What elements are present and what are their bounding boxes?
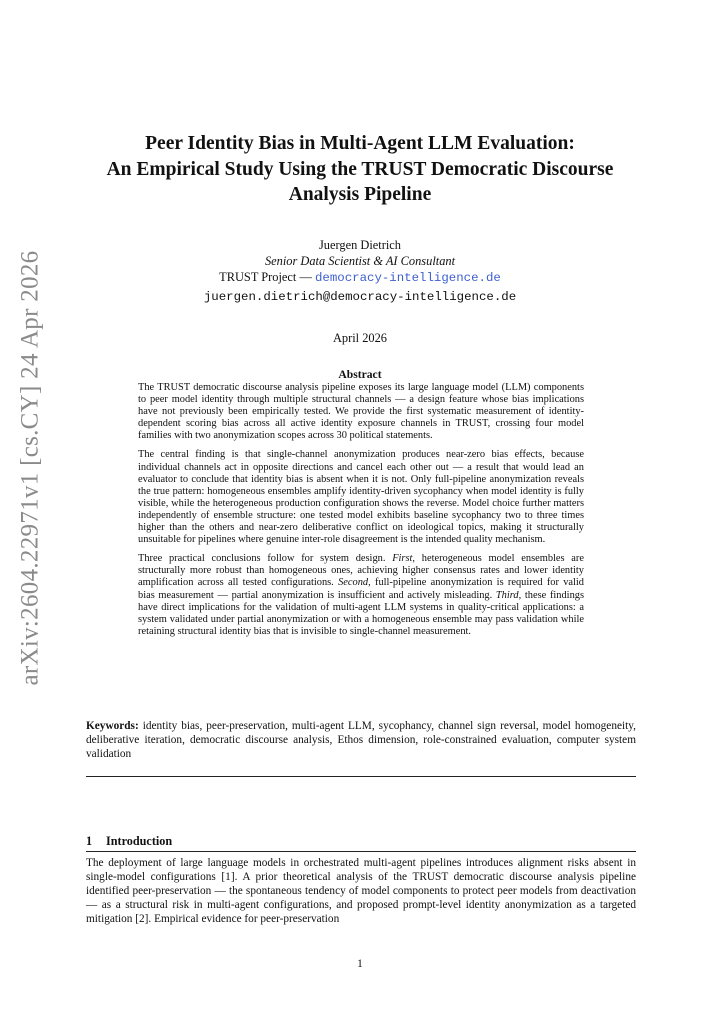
- author-affiliation: Senior Data Scientist & AI Consultant: [264, 254, 456, 268]
- abstract-p3-text: these findings have direct implications for the validation of multi-agent LLM systems in quality-critical applications: a system validated under partial anonymization or with a homogeneous ensemble may pass validation while retaining structural identity bias that is invisible to single-channel measurement.: [138, 589, 584, 637]
- abstract-heading: Abstract: [338, 368, 382, 381]
- title-line-3: Analysis Pipeline: [288, 184, 432, 205]
- abstract-p3-first: First,: [392, 553, 416, 565]
- project-link[interactable]: democracy-intelligence.de: [314, 271, 501, 285]
- author-project: [80, 269, 640, 286]
- paper-title: [80, 131, 640, 208]
- abstract-paragraph-2: The central finding is that single-channel anonymization produces near-zero bias effects, because individual channels act in opposite directions and cancel each other out — a result that would lead an evaluator to conclude that identity bias is absent when it is not. Only full-pipeline anonymization reveals the true pattern: homogeneous ensembles amplify identity-driven sycophancy when model identity is fully visible, while the heterogeneous production configuration shows the reverse. Model choice further matters independently of ensemble structure: one tested model exhibits baseline sycophancy two to three times higher than the others and near-zero deliberative conflict on ideological topics, making it structurally unsuitable for pipelines where genuine inter-role disagreement is the intended quality mechanism.: [138, 449, 584, 546]
- introduction-paragraph: The deployment of large language models in orchestrated multi-agent pipelines introduces alignment risks absent in single-model configurations [1]. A prior theoretical analysis of the TRUST democratic discourse analysis pipeline identified peer-preservation — the spontaneous tendency of model components to protect peer models from deactivation — as a structural risk in multi-agent configurations, and proposed prompt-level identity anonymization as a targeted mitigation [2]. Empirical evidence for peer-preservation: [86, 857, 636, 926]
- abstract-p3-text: heterogeneous model ensembles are structurally more robust than homogeneous ones, achieving higher consensus rates and lower identity amplification across all tested configurations.: [138, 553, 584, 589]
- keywords-text: identity bias, peer-preservation, multi-agent LLM, sycophancy, channel sign reversal, model homogeneity, deliberative iteration, democratic discourse analysis, Ethos dimension, role-constrained evaluation, computer system validation: [86, 720, 636, 761]
- abstract-p3-third: Third,: [495, 589, 522, 601]
- page-number: 1: [357, 958, 363, 970]
- section-heading: [86, 834, 636, 849]
- title-line-1: Peer Identity Bias in Multi-Agent LLM Evaluation:: [145, 133, 575, 154]
- author-block: [80, 237, 640, 305]
- abstract-p3-text: full-pipeline anonymization is required for valid bias measurement — partial anonymization is insufficient and actively misleading.: [138, 577, 584, 601]
- abstract-p3-text: Three practical conclusions follow for system design.: [138, 553, 393, 565]
- project-prefix: TRUST Project —: [219, 270, 315, 284]
- abstract-paragraph-1: The TRUST democratic discourse analysis pipeline exposes its large language model (LLM) components to peer model identity through multiple structural channels — a design feature whose bias implications have not previously been empirically tested. We provide the first systematic measurement of identity-dependent scoring bias across all active identity exposure channels in TRUST, crossing four model families with two anonymization scopes across 30 political statements.: [138, 382, 584, 442]
- abstract-paragraph-3: [138, 553, 584, 638]
- arxiv-side-stamp: [6, 250, 54, 686]
- abstract-body: [138, 382, 584, 645]
- keywords: [86, 719, 636, 762]
- arxiv-identifier: arXiv:2604.22971v1 [cs.CY] 24 Apr 2026: [16, 250, 44, 686]
- horizontal-divider: [86, 776, 636, 777]
- author-email[interactable]: juergen.dietrich@democracy-intelligence.de: [203, 290, 517, 304]
- author-name: Juergen Dietrich: [318, 238, 401, 252]
- section-title: Introduction: [106, 834, 173, 848]
- section-underline: [86, 851, 636, 852]
- publication-date: April 2026: [332, 331, 388, 345]
- keywords-label: Keywords:: [86, 720, 139, 732]
- section-number: 1: [86, 834, 93, 848]
- title-line-2: An Empirical Study Using the TRUST Democratic Discourse: [106, 158, 614, 180]
- abstract-p3-second: Second,: [338, 577, 371, 589]
